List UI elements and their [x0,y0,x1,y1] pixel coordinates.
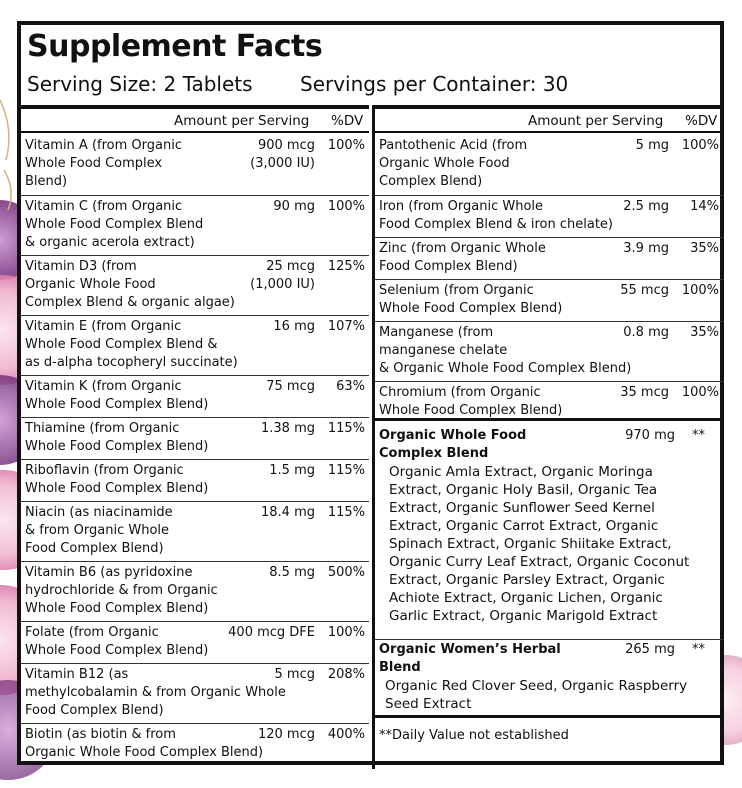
blend2-ingredients: Organic Red Clover Seed, Organic Raspberry Seed Extract [385,678,688,712]
nutrient-amount: 75 mcg [266,379,315,394]
nutrient-dv: 400% [327,727,365,742]
nutrient-amount: 5 mg [635,138,669,153]
amount-per-serving-header: Amount per Serving [528,113,664,129]
blend1-amount: 970 mg [625,428,675,443]
nutrient-dv: 35% [690,241,719,256]
nutrient-amount: 0.8 mg [623,325,669,340]
nutrient-dv: 35% [690,325,719,340]
nutrient-dv: 100% [681,138,719,153]
amount-per-serving-header: Amount per Serving [174,113,310,129]
nutrient-row [375,237,724,279]
nutrient-dv: 500% [327,565,365,580]
supplement-facts-panel [17,21,724,765]
nutrient-row [375,321,724,381]
nutrient-dv: 107% [327,319,365,334]
nutrient-row [21,459,369,501]
nutrient-amount: 8.5 mg [269,565,315,580]
header-rule [21,131,369,133]
nutrient-name: Selenium (from Organic Whole Food Complex Blend) [379,283,563,316]
dv-header: %DV [685,113,718,129]
nutrient-dv: 63% [336,379,365,394]
nutrient-row [21,417,369,459]
footnote: **Daily Value not established [379,728,569,743]
nutrient-row [21,135,369,194]
nutrient-row [375,279,724,321]
nutrient-amount: 35 mcg [620,385,669,400]
nutrient-dv: 100% [327,199,365,214]
nutrient-dv: 100% [327,625,365,640]
dv-header: %DV [331,113,364,129]
nutrient-amount: 55 mcg [620,283,669,298]
nutrient-amount: 18.4 mg [261,505,315,520]
nutrient-dv: 125% [327,259,365,274]
top-rule [21,105,369,109]
nutrient-row [21,315,369,375]
nutrient-name: Iron (from Organic Whole Food Complex Blend & iron chelate) [379,199,614,232]
nutrient-amount: 5 mcg [274,667,315,682]
nutrient-amount: 120 mcg [257,727,315,742]
nutrient-name: Vitamin D3 (from Organic Whole Food Complex Blend & organic algae) [25,259,235,310]
nutrient-name: Vitamin B6 (as pyridoxine hydrochloride & from Organic Whole Food Complex Blend) [25,565,218,616]
nutrient-name: Pantothenic Acid (from Organic Whole Food Complex Blend) [379,138,528,189]
nutrient-amount: 16 mg [273,319,315,334]
nutrient-amount: 1.5 mg [269,463,315,478]
nutrient-row [21,723,369,765]
blend1-dv: ** [692,428,705,443]
nutrient-name: Chromium (from Organic Whole Food Complex Blend) [379,385,563,418]
nutrient-name: Niacin (as niacinamide & from Organic Whole Food Complex Blend) [25,505,173,556]
nutrient-dv: 208% [327,667,365,682]
nutrient-row [21,255,369,315]
nutrient-dv: 115% [327,421,365,436]
nutrient-row [21,621,369,663]
nutrient-amount: 25 mcg (1,000 IU) [250,259,315,292]
nutrient-dv: 115% [327,505,365,520]
blend1-ingredients: Organic Amla Extract, Organic Moringa Extract, Organic Holy Basil, Organic Tea Extract, Organic Sunflower Seed Kernel Extract, Organic Carrot Extract, Organic Spinach Extract, Organic Shiitake Extract, Organic Curry Leaf Extract, Organic Coconut Extract, Organic Parsley Extract, Organic Achiote Extract, Organic Lichen, Organic Garlic Extract, Organic Marigold Extract [389,464,690,624]
nutrient-row [375,195,724,237]
blend2-amount: 265 mg [625,642,675,657]
nutrient-name: Thiamine (from Organic Whole Food Complex Blend) [25,421,209,454]
nutrient-amount: 900 mcg (3,000 IU) [250,138,315,171]
nutrient-amount: 3.9 mg [623,241,669,256]
blend-divider [375,639,724,640]
nutrient-name: Manganese (from manganese chelate & Organic Whole Food Complex Blend) [379,325,632,376]
panel-title: Supplement Facts [27,29,323,64]
nutrient-amount: 400 mcg DFE [228,625,315,640]
nutrient-dv: 100% [327,138,365,153]
nutrient-name: Vitamin E (from Organic Whole Food Complex Blend & as d-alpha tocopheryl succinate) [25,319,238,370]
nutrient-row [375,135,724,194]
nutrient-name: Biotin (as biotin & from Organic Whole Food Complex Blend) [25,727,264,760]
nutrient-amount: 2.5 mg [623,199,669,214]
footnote-rule [375,715,724,718]
nutrient-dv: 115% [327,463,365,478]
nutrient-name: Zinc (from Organic Whole Food Complex Blend) [379,241,546,274]
nutrient-name: Folate (from Organic Whole Food Complex Blend) [25,625,209,658]
top-rule [375,105,724,109]
nutrient-dv: 100% [681,283,719,298]
nutrient-dv: 14% [690,199,719,214]
nutrient-row [21,663,369,723]
nutrient-name: Vitamin A (from Organic Whole Food Complex Blend) [25,138,182,189]
serving-size: Serving Size: 2 Tablets [27,72,253,96]
nutrient-row [375,381,724,423]
blend1-name: Organic Whole Food Complex Blend [379,428,527,461]
nutrient-name: Vitamin K (from Organic Whole Food Complex Blend) [25,379,209,412]
blend2-dv: ** [692,642,705,657]
nutrient-name: Vitamin B12 (as methylcobalamin & from Organic Whole Food Complex Blend) [25,667,286,718]
nutrient-row [21,375,369,417]
nutrient-dv: 100% [681,385,719,400]
blend-rule [375,418,724,421]
servings-per-container: Servings per Container: 30 [300,72,569,96]
nutrient-row [21,561,369,621]
header-rule [375,131,724,133]
blend2-name: Organic Women’s Herbal Blend [379,642,561,675]
nutrient-row [21,501,369,561]
nutrient-amount: 90 mg [273,199,315,214]
nutrient-amount: 1.38 mg [261,421,315,436]
nutrient-name: Riboflavin (from Organic Whole Food Complex Blend) [25,463,209,496]
nutrient-name: Vitamin C (from Organic Whole Food Complex Blend & organic acerola extract) [25,199,204,250]
nutrient-row [21,195,369,255]
